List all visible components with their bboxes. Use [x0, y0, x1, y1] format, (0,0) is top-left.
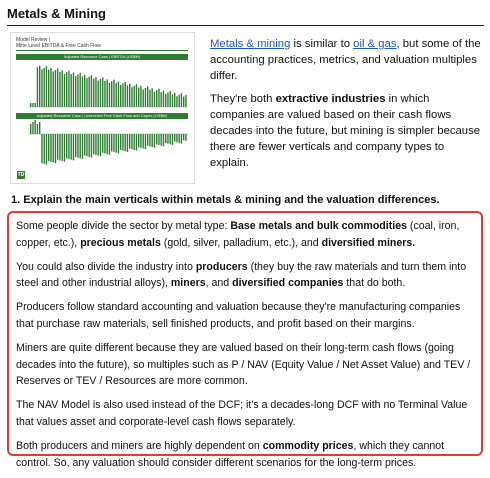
- answer-highlight-box: [7, 211, 483, 469]
- answer-paragraph-2: You could also divide the industry into producers (they buy the raw materials and turn them into steel and other industrial alloys), miners, and diversified companies that do both.: [16, 260, 467, 290]
- oil-gas-link[interactable]: oil & gas: [353, 38, 397, 50]
- page-title: Metals & Mining: [7, 6, 106, 21]
- answer-paragraph-3: Producers follow standard accounting and valuation because they're manufacturing companies that purchase raw materials, sell finished products, and profit based on their margins.: [16, 301, 461, 330]
- thumbnail-heading: Model Review |: [16, 37, 51, 43]
- thumbnail-subheading: Mine Level EBITDA & Free Cash Flow: [16, 43, 101, 49]
- title-divider: [7, 25, 484, 26]
- answer-paragraph-6: Both producers and miners are highly dependent on commodity prices, which they cannot control. So, any valuation should consider different scenarios for the long-term prices.: [16, 439, 445, 469]
- thumbnail-chart1-title: Adjusted Resource Case | EBITDA (US$M): [16, 54, 188, 60]
- intro-text: [210, 36, 482, 178]
- thumbnail-chart2-title: Adjusted Resource Case | Unlevered Free Cash Flow and Capex (US$M): [16, 113, 188, 119]
- metals-mining-link[interactable]: Metals & mining: [210, 38, 291, 50]
- thumbnail-divider: [16, 50, 188, 51]
- bank-logo: TD: [17, 172, 25, 178]
- thumbnail-chart1: [16, 61, 188, 109]
- thumbnail-chart2: [16, 120, 188, 168]
- answer-paragraph-1: Some people divide the sector by metal type: Base metals and bulk commodities (coal, iron, copper, etc.), precious metals (gold, silver, palladium, etc.), and diversified miners.: [16, 220, 460, 249]
- intro-paragraph-1: Metals & mining is similar to oil & gas, but some of the accounting practices, metrics, and valuation multiples differ.: [210, 38, 481, 82]
- model-thumbnail-image: [10, 32, 195, 184]
- answer-paragraph-5: The NAV Model is also used instead of the DCF; it's a decades-long DCF with no Terminal Value that values asset and corporate-level cash flows separately.: [16, 399, 468, 428]
- question-heading: 1. Explain the main verticals within metals & mining and the valuation differences.: [11, 194, 440, 206]
- answer-paragraph-4: Miners are quite different because they are valued based on their long-term cash flows (going decades into the future), so multiples such as P / NAV (Equity Value / Net Asset Value) and TEV / Reserves or TEV / Resources are more common.: [16, 341, 471, 388]
- intro-paragraph-2: They're both extractive industries in which companies are valued based on their cash flows decades into the future, but mining is simpler because there are fewer verticals and company types to explain.: [210, 93, 481, 169]
